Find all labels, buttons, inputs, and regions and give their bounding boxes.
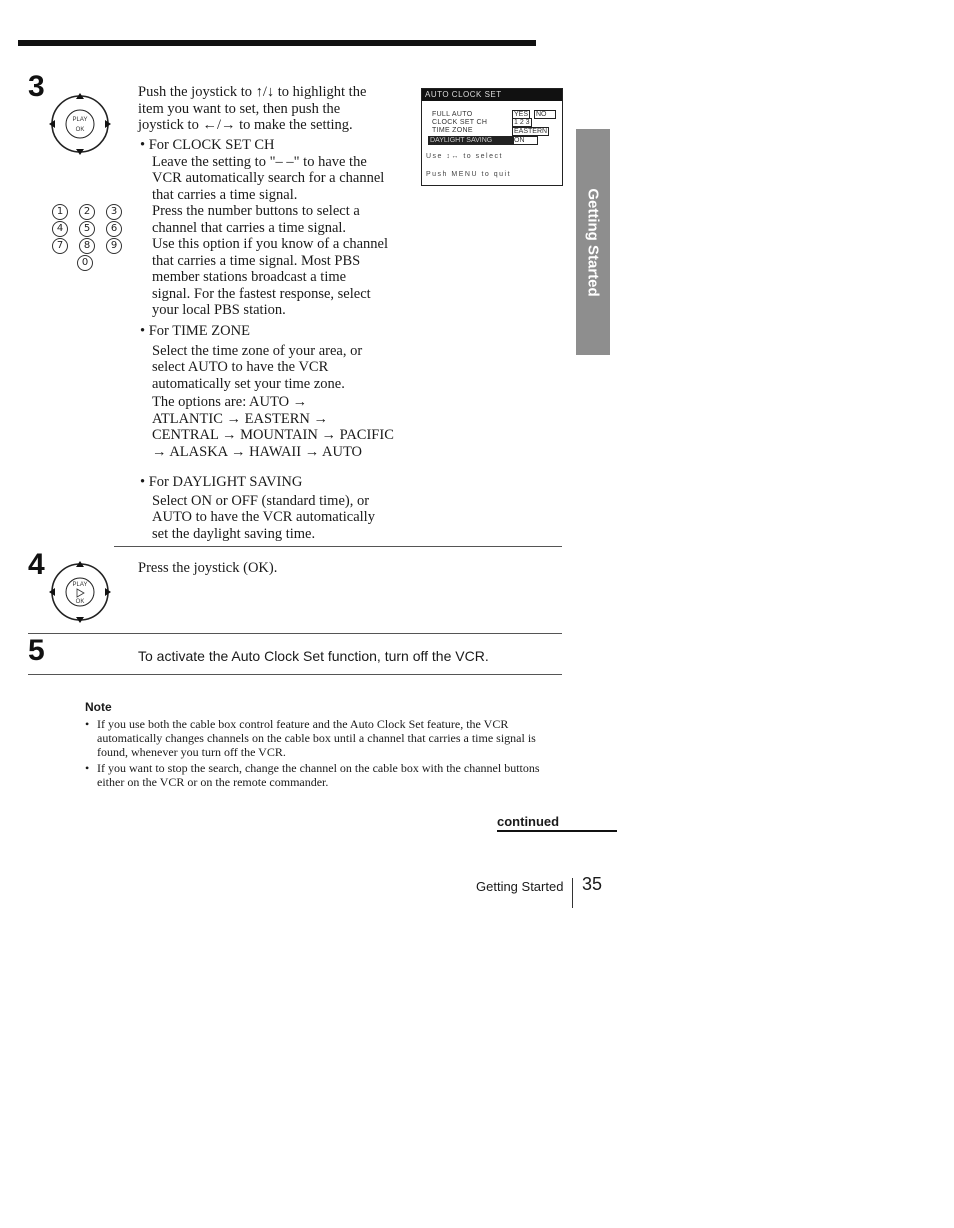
note-heading: Note xyxy=(85,700,112,714)
step-3-intro xyxy=(138,84,408,134)
clock-set-ch-section xyxy=(140,137,410,319)
intro-line: joystick to ←/→ to make the setting. xyxy=(138,117,353,133)
text-line: ATLANTIC → EASTERN → xyxy=(152,410,329,427)
note-list xyxy=(85,717,565,791)
osd-screen xyxy=(421,88,563,186)
text-line: your local PBS station. xyxy=(152,302,286,318)
osd-highlight-row: DAYLIGHT SAVING xyxy=(428,136,514,145)
svg-text:PLAY: PLAY xyxy=(72,117,88,123)
continued-label: continued xyxy=(497,814,560,829)
intro-line: Push the joystick to ↑/↓ to highlight the xyxy=(138,84,367,100)
text-line: automatically set your time zone. xyxy=(152,375,345,392)
svg-text:PLAY: PLAY xyxy=(72,582,88,588)
divider-rule xyxy=(28,633,562,634)
text-line: Use this option if you know of a channel xyxy=(152,236,388,252)
text-line: Press the number buttons to select a xyxy=(152,203,360,219)
text-line: Select ON or OFF (standard time), or xyxy=(152,492,370,509)
number-button-4: 4 xyxy=(52,221,68,237)
footer-section-name: Getting Started xyxy=(476,879,564,894)
page-number: 35 xyxy=(582,874,603,894)
text-line: signal. For the fastest response, select xyxy=(152,285,371,302)
step-number-3: 3 xyxy=(28,70,45,103)
step-5-text: To activate the Auto Clock Set function, turn off the VCR. xyxy=(138,648,489,664)
top-rule xyxy=(18,40,536,46)
text-line: Select the time zone of your area, or xyxy=(152,342,363,359)
text-line: select AUTO to have the VCR xyxy=(152,359,329,375)
number-button-0: 0 xyxy=(77,255,93,271)
time-zone-section xyxy=(140,323,420,460)
step-4-text: Press the joystick (OK). xyxy=(138,560,278,576)
text-line: CENTRAL → MOUNTAIN → PACIFIC xyxy=(152,427,394,443)
joystick-icon xyxy=(47,88,113,158)
number-buttons-icon xyxy=(52,202,133,270)
osd-value-box: NO xyxy=(534,110,556,119)
number-button-7: 7 xyxy=(52,238,68,254)
text-line: AUTO to have the VCR automatically xyxy=(152,509,375,525)
text-line: set the daylight saving time. xyxy=(152,525,316,542)
side-tab xyxy=(576,129,610,355)
number-button-5: 5 xyxy=(79,221,95,237)
daylight-saving-heading: • For DAYLIGHT SAVING xyxy=(140,474,420,491)
side-tab-label: Getting Started xyxy=(584,187,602,297)
continued-rule xyxy=(497,830,617,832)
text-line: VCR automatically search for a channel xyxy=(152,170,385,186)
step-number-5: 5 xyxy=(28,634,45,667)
osd-value-box: ON xyxy=(512,136,538,145)
osd-footer-select: Use ↕↔ to select xyxy=(426,153,503,160)
footer-divider xyxy=(572,878,573,908)
divider-rule xyxy=(114,546,562,547)
clock-set-ch-heading: • For CLOCK SET CH xyxy=(140,137,410,154)
time-zone-heading: • For TIME ZONE xyxy=(140,323,420,340)
svg-text:OK: OK xyxy=(75,127,85,133)
osd-row-label: CLOCK SET CH xyxy=(432,119,488,126)
number-button-9: 9 xyxy=(106,238,122,254)
text-line: → ALASKA → HAWAII → AUTO xyxy=(152,443,363,460)
number-button-2: 2 xyxy=(79,204,95,220)
intro-line: item you want to set, then push the xyxy=(138,100,341,117)
text-line: Leave the setting to "– –" to have the xyxy=(152,153,367,170)
daylight-saving-section xyxy=(140,474,420,542)
step-number-4: 4 xyxy=(28,548,45,581)
text-line: The options are: AUTO → xyxy=(152,394,308,410)
number-button-6: 6 xyxy=(106,221,122,237)
svg-text:OK: OK xyxy=(75,599,85,605)
number-button-3: 3 xyxy=(106,204,122,220)
note-item: • If you want to stop the search, change the channel on the cable box with the channel buttons either on the VCR or on the remote commander. xyxy=(85,761,565,789)
osd-row-label: FULL AUTO xyxy=(432,111,473,118)
divider-rule xyxy=(28,674,562,675)
osd-value-box: EASTERN xyxy=(514,128,548,135)
number-button-1: 1 xyxy=(52,204,68,220)
number-button-8: 8 xyxy=(79,238,95,254)
text-line: that carries a time signal. Most PBS xyxy=(152,252,361,269)
osd-value-box: 1 2 3 xyxy=(514,119,530,126)
osd-value-box: YES xyxy=(514,111,529,118)
osd-row-label: TIME ZONE xyxy=(432,127,473,134)
joystick-press-icon xyxy=(47,556,113,626)
text-line: that carries a time signal. xyxy=(152,186,298,203)
osd-footer-quit: Push MENU to quit xyxy=(426,171,512,178)
osd-title: AUTO CLOCK SET xyxy=(422,89,562,101)
text-line: channel that carries a time signal. xyxy=(152,219,347,236)
note-item: • If you use both the cable box control feature and the Auto Clock Set feature, the VCR automatically changes channels on the cable box until a channel that carries a time signal is found, whenever you turn off the VCR. xyxy=(85,717,565,759)
text-line: member stations broadcast a time xyxy=(152,269,347,285)
